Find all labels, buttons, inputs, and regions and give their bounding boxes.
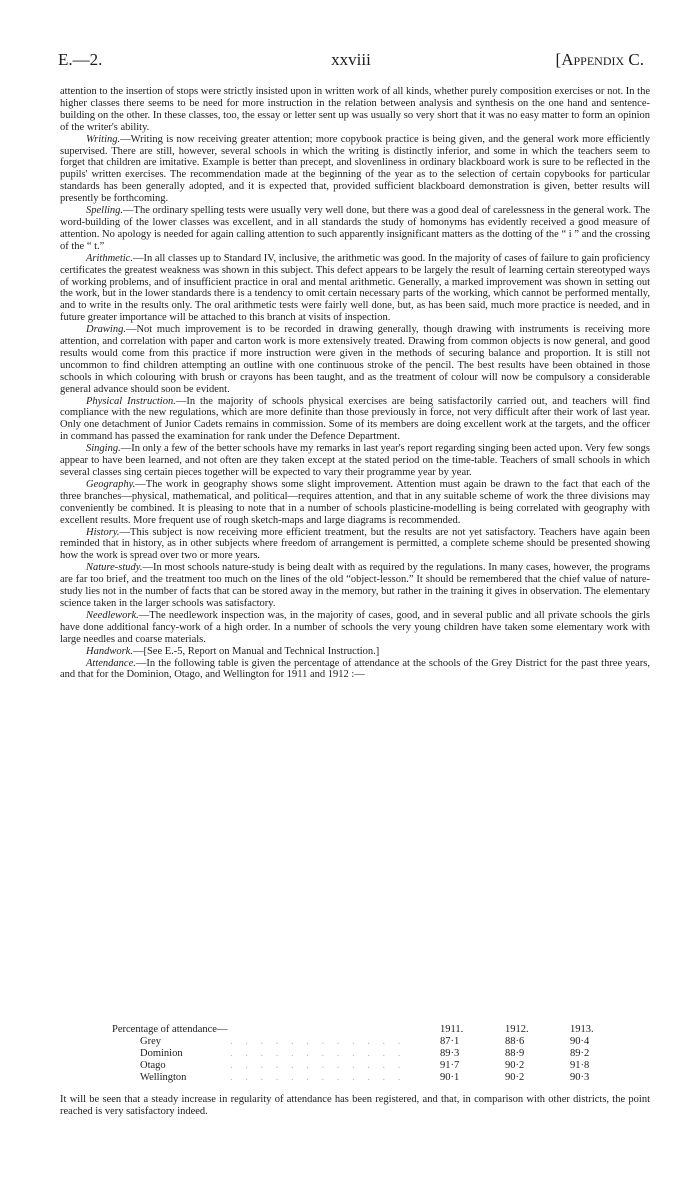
attendance-value: 89·2 (570, 1048, 590, 1059)
paragraph-continuation (60, 86, 650, 134)
paragraph-text: attention to the insertion of stops were strictly insisted upon in written work of all kinds, whether purely composition exercises or not. In the higher classes there seems to be need for more instruction in the relation between analysis and synthesis on the one hand and sentence-building on the other. In these classes, too, the essay or letter sent up was usually so very short that it was no easy matter to form an opinion of the writer's ability. (60, 86, 650, 133)
attendance-value: 90·2 (505, 1072, 525, 1083)
year-header: 1911. (440, 1024, 464, 1035)
dot-leader: . . . . . . . . . . . . (230, 1036, 406, 1047)
header-appendix: [Appendix C. (555, 50, 644, 69)
paragraph-text: —In all classes up to Standard IV, inclusive, the arithmetic was good. In the majority of cases of failure to gain proficiency certificates the greatest weakness was shown in this subject. This defect appears to be largely the result of learning certain stereotyped ways of working problems, and of insufficient practice in oral and mental arithmetic. Generally, a marked improvement was shown in setting out the work, but in the lower standards there is a tendency to omit certain necessary parts of the working, which cannot be performed mentally, and to write in the results only. The oral arithmetic tests were fairly well done, but, as has been said, much more practice is needed, and in future greater importance will be attached to this branch at visits of inspection. (60, 252, 650, 324)
paragraph-writing (60, 134, 650, 205)
table-row (60, 1036, 650, 1048)
dot-leader: . . . . . . . . . . . . (230, 1048, 406, 1059)
paragraph-arithmetic (60, 253, 650, 324)
paragraph-text: —Writing is now receiving greater attention; more copybook practice is being given, and the general work more efficiently supervised. There are still, however, several schools in which the writing is distinctly inferior, and some in which the teachers seem to forget that children are imitative. Example is better than precept, and slovenliness in ordinary blackboard work is sure to be reflected in the pupils' written exercises. The recommendation made at the beginning of the year as to the selection of certain copybooks for particular standards has been generally adopted, and it is expected that, provided sufficient blackboard demonstration is given, better results will presently be forthcoming. (60, 133, 650, 205)
paragraph-heading: Drawing. (86, 324, 126, 336)
table-row (60, 1072, 650, 1084)
paragraph-text: —In the majority of schools physical exercises are being satisfactorily carried out, and teachers will find compliance with the new regulations, which are more definite than those previously in force, not very difficult after their work of last year. Only one detachment of Junior Cadets remains in commission. Some of its members are doing excellent work at the targets, and the officer in command has passed the examination for rank under the Defence Department. (60, 395, 650, 443)
table-row (60, 1048, 650, 1060)
paragraph-heading: Handwork. (86, 645, 133, 657)
paragraph-text: —The needlework inspection was, in the majority of cases, good, and in several public and all private schools the girls have done additional fancy-work of a high order. In a number of schools the very young children have taken some elementary work with large needles and coarse materials. (60, 609, 650, 645)
paragraph-heading: History. (86, 526, 120, 538)
paragraph-text: —In only a few of the better schools have my remarks in last year's report regarding singing been acted upon. Very few songs appear to have been learned, and not often are they taken except at the stated period on the time-table. Teachers of small schools in which several classes sing certain pieces together will be expected to vary their programme year by year. (60, 443, 650, 478)
paragraph-text: —The work in geography shows some slight improvement. Attention must again be drawn to the fact that each of the three branches—physical, mathematical, and political—requires attention, and that in any suitable scheme of work the three divisions may conveniently be combined. It is pleasing to note that in a number of schools plasticine-modelling is being correlated with geography with excellent results. More frequent use of rough sketch-maps and large diagrams is recommended. (60, 478, 650, 526)
attendance-value: 90·1 (440, 1072, 460, 1083)
attendance-value: 90·2 (505, 1060, 525, 1071)
year-header: 1913. (570, 1024, 594, 1035)
paragraph-nature-study (60, 562, 650, 610)
dot-leader: . . . . . . . . . . . . (230, 1060, 406, 1071)
header-reference: E.—2. (58, 50, 103, 69)
paragraph-history (60, 527, 650, 563)
year-header: 1912. (505, 1024, 529, 1035)
report-body (60, 86, 650, 681)
paragraph-text: —This subject is now receiving more efficient treatment, but the results are not yet satisfactory. Teachers have again been reminded that in history, as in other subjects where freedom of arrangement is permitted, a complete scheme should be presented showing how the work is spread over two or more years. (60, 526, 650, 562)
closing-paragraph: It will be seen that a steady increase in regularity of attendance has been registered, and that, in comparison with other districts, the point reached is very satisfactory indeed. (60, 1094, 650, 1117)
paragraph-spelling (60, 205, 650, 253)
paragraph-heading: Writing. (86, 133, 121, 145)
paragraph-text: —In most schools nature-study is being dealt with as required by the regulations. In many cases, however, the programs are far too brief, and the treatment too much on the lines of the old “object-lesson.” It should be remembered that the chief value of nature-study lies not in the number of facts that can be stored away in the memory, but rather in the training it gives in observation. The elementary science taken in the larger schools was satisfactory. (60, 562, 650, 609)
paragraph-heading: Geography. (86, 478, 136, 490)
paragraph-heading: Needlework. (86, 609, 139, 621)
attendance-table (60, 1024, 650, 1084)
paragraph-geography (60, 479, 650, 527)
paragraph-handwork (60, 646, 650, 658)
paragraph-physical-instruction (60, 396, 650, 444)
header-page-number: xxviii (331, 50, 371, 69)
paragraph-text: —In the following table is given the percentage of attendance at the schools of the Grey District for the past three years, and that for the Dominion, Otago, and Wellington for 1911 and 1912 :— (60, 657, 650, 681)
paragraph-heading: Physical Instruction. (86, 395, 176, 407)
attendance-value: 91·8 (570, 1060, 590, 1071)
attendance-value: 88·6 (505, 1036, 525, 1047)
paragraph-heading: Spelling. (86, 205, 124, 217)
paragraph-singing (60, 443, 650, 479)
paragraph-heading: Nature-study. (86, 562, 143, 574)
region-name: Wellington (140, 1072, 187, 1083)
page-header (58, 50, 644, 74)
attendance-value: 88·9 (505, 1048, 525, 1059)
paragraph-needlework (60, 610, 650, 646)
attendance-value: 91·7 (440, 1060, 460, 1071)
paragraph-text: —The ordinary spelling tests were usually very well done, but there was a good deal of carelessness in the general work. The word-building of the lower classes was excellent, and in all standards the study of homonyms has evidently received a good measure of attention. No apology is needed for again calling attention to such apparently insignificant matters as the dotting of the “ i ” and the crossing of the “ t.” (60, 205, 650, 252)
paragraph-attendance (60, 658, 650, 682)
paragraph-text: —[See E.-5, Report on Manual and Technical Instruction.] (132, 645, 380, 657)
attendance-value: 90·3 (570, 1072, 590, 1083)
paragraph-drawing (60, 324, 650, 395)
region-name: Otago (140, 1060, 166, 1071)
attendance-value: 90·4 (570, 1036, 590, 1047)
table-header-row (60, 1024, 650, 1036)
paragraph-heading: Singing. (86, 443, 121, 455)
paragraph-text: —Not much improvement is to be recorded in drawing generally, though drawing with instruments is receiving more attention, and correlation with paper and carton work is more extensively treated. Drawing from common objects is now general, and good results would come from this practice if more instruction were given in the methods of securing balance and proportion. It is still not uncommon to find children attempting an outline with one continuous stroke of the pencil. The best results have been obtained in those schools in which colouring with brush or crayons has been taught, and as the treatment of colour will now be compulsory a considerable general advance should soon be evident. (60, 324, 650, 395)
attendance-value: 87·1 (440, 1036, 460, 1047)
paragraph-heading: Arithmetic. (86, 252, 133, 264)
table-row (60, 1060, 650, 1072)
attendance-value: 89·3 (440, 1048, 460, 1059)
paragraph-heading: Attendance. (86, 657, 136, 669)
dot-leader: . . . . . . . . . . . . (230, 1072, 406, 1083)
region-name: Dominion (140, 1048, 183, 1059)
table-caption: Percentage of attendance— (112, 1024, 228, 1035)
region-name: Grey (140, 1036, 161, 1047)
